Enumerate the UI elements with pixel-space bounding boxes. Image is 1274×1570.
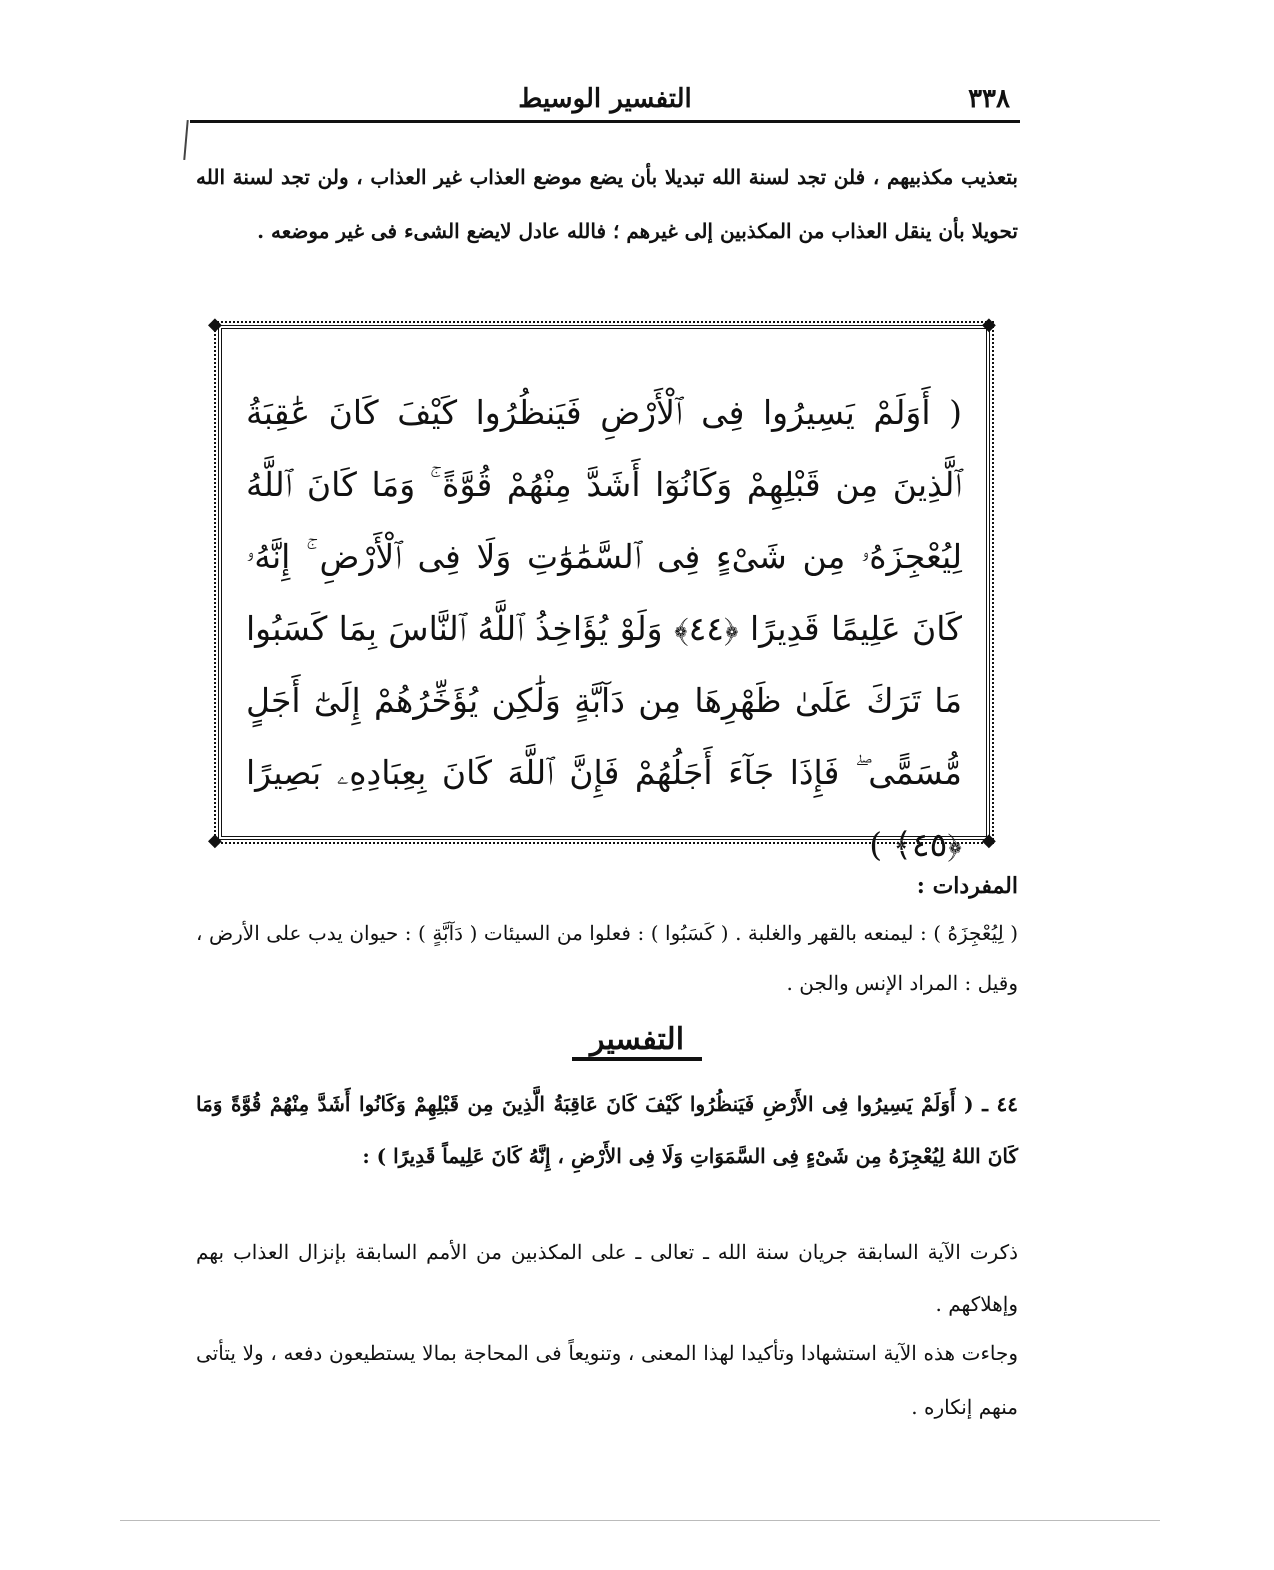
page-header bbox=[190, 80, 1020, 120]
tafsir-heading-text: التفسير bbox=[572, 1022, 702, 1061]
tafsir-heading bbox=[0, 1022, 1274, 1057]
running-title: التفسير الوسيط bbox=[518, 84, 692, 114]
verse-44-quote: ٤٤ ـ ( أَوَلَمْ يَسِيرُوا فِى الأَرْضِ فَيَنظُرُوا كَيْفَ كَانَ عَاقِبَةُ الَّذِينَ مِن قَبْلِهِمْ وَكَانُوا أَشَدَّ مِنْهُمْ قُوَّةً وَمَا كَانَ اللهُ لِيُعْجِزَهُ مِن شَىْءٍ فِى السَّمَوَاتِ وَلَا فِى الأَرْضِ ، إِنَّهُ كَانَ عَلِيماً قَدِيرًا ) : bbox=[196, 1092, 1018, 1168]
scan-artifact bbox=[183, 120, 188, 160]
vocabulary-heading: المفردات : bbox=[916, 873, 1018, 899]
quran-verse-text: ( أَوَلَمْ يَسِيرُوا فِى ٱلْأَرْضِ فَيَنظُرُوا كَيْفَ كَانَ عَٰقِبَةُ ٱلَّذِينَ مِن قَبْلِهِمْ وَكَانُوٓا أَشَدَّ مِنْهُمْ قُوَّةً ۚ وَمَا كَانَ ٱللَّهُ لِيُعْجِزَهُۥ مِن شَىْءٍ فِى ٱلسَّمَٰوَٰتِ وَلَا فِى ٱلْأَرْضِ ۚ إِنَّهُۥ كَانَ عَلِيمًا قَدِيرًا ﴿٤٤﴾ وَلَوْ يُؤَاخِذُ ٱللَّهُ ٱلنَّاسَ بِمَا كَسَبُوا مَا تَرَكَ عَلَىٰ ظَهْرِهَا مِن دَآبَّةٍ وَلَٰكِن يُؤَخِّرُهُمْ إِلَىٰٓ أَجَلٍ مُّسَمًّى ۖ فَإِذَا جَآءَ أَجَلُهُمْ فَإِنَّ ٱللَّهَ كَانَ بِعِبَادِهِۦ بَصِيرًا ﴿٤٥﴾ ) bbox=[246, 393, 962, 864]
commentary-paragraph: وجاءت هذه الآية استشهادا وتأكيدا لهذا المعنى ، وتنويعاً فى المحاجة بمالا يستطيعون دفعه ، ولا يتأتى منهم إنكاره . bbox=[196, 1341, 1018, 1419]
header-rule bbox=[190, 120, 1020, 123]
vocabulary-text: ( لِيُعْجِزَهُ ) : ليمنعه بالقهر والغلبة . ( كَسَبُوا ) : فعلوا من السيئات ( دَآبَّةٍ ) : حيوان يدب على الأرض ، وقيل : المراد الإنس والجن . bbox=[196, 921, 1018, 995]
corner-ornament-icon: ◆ bbox=[982, 830, 996, 851]
quran-verse-box bbox=[218, 325, 990, 864]
corner-ornament-icon: ◆ bbox=[982, 314, 996, 335]
commentary-paragraph: ذكرت الآية السابقة جريان سنة الله ـ تعالى ـ على المكذبين من الأمم السابقة بإنزال العذاب بهم وإهلاكهم . bbox=[196, 1240, 1018, 1316]
corner-ornament-icon: ◆ bbox=[208, 314, 222, 335]
scan-artifact bbox=[120, 1520, 1160, 1521]
corner-ornament-icon: ◆ bbox=[208, 830, 222, 851]
page-number: ٣٣٨ bbox=[968, 84, 1010, 114]
intro-paragraph: بتعذيب مكذبيهم ، فلن تجد لسنة الله تبديلا بأن يضع موضع العذاب غير العذاب ، ولن تجد لسنة الله تحويلا بأن ينقل العذاب من المكذبين إلى غيرهم ؛ فالله عادل لايضع الشىء فى غير موضعه . bbox=[196, 165, 1018, 243]
